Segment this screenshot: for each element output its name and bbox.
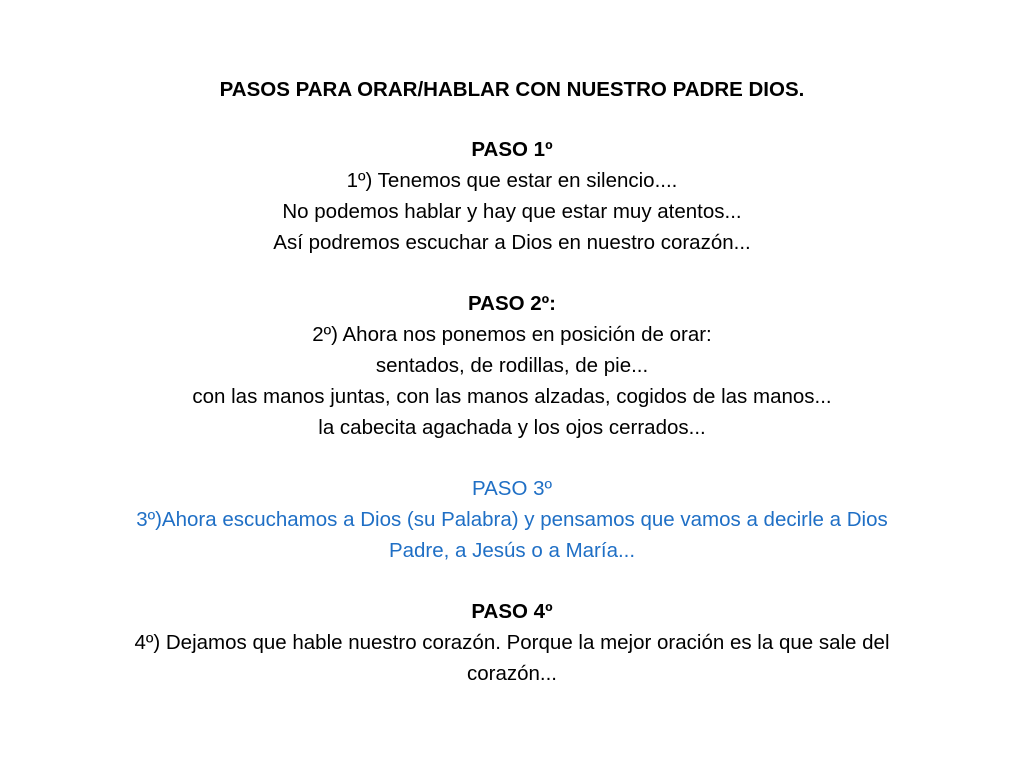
page-title: PASOS PARA ORAR/HABLAR CON NUESTRO PADRE DIOS. (219, 78, 805, 101)
step-4-heading: PASO 4º (471, 600, 553, 623)
step-2-line: la cabecita agachada y los ojos cerrados... (318, 416, 706, 439)
step-1-line: No podemos hablar y hay que estar muy atentos... (282, 200, 742, 223)
step-4-line: corazón... (466, 662, 558, 685)
step-1-line: Así podremos escuchar a Dios en nuestro corazón... (273, 231, 751, 254)
step-2-line: 2º) Ahora nos ponemos en posición de orar: (312, 323, 712, 346)
step-3-line: Padre, a Jesús o a María... (388, 539, 636, 562)
step-3-line: 3º)Ahora escuchamos a Dios (su Palabra) y pensamos que vamos a decirle a Dios (136, 508, 888, 531)
step-1-line: 1º) Tenemos que estar en silencio.... (346, 169, 678, 192)
step-3-heading: PASO 3º (471, 477, 553, 500)
step-4-line: 4º) Dejamos que hable nuestro corazón. Porque la mejor oración es la que sale del (134, 631, 890, 654)
step-1-heading: PASO 1º (471, 138, 553, 161)
step-2-line: con las manos juntas, con las manos alzadas, cogidos de las manos... (192, 385, 832, 408)
step-2-heading: PASO 2º: (468, 292, 556, 315)
step-2-line: sentados, de rodillas, de pie... (375, 354, 649, 377)
